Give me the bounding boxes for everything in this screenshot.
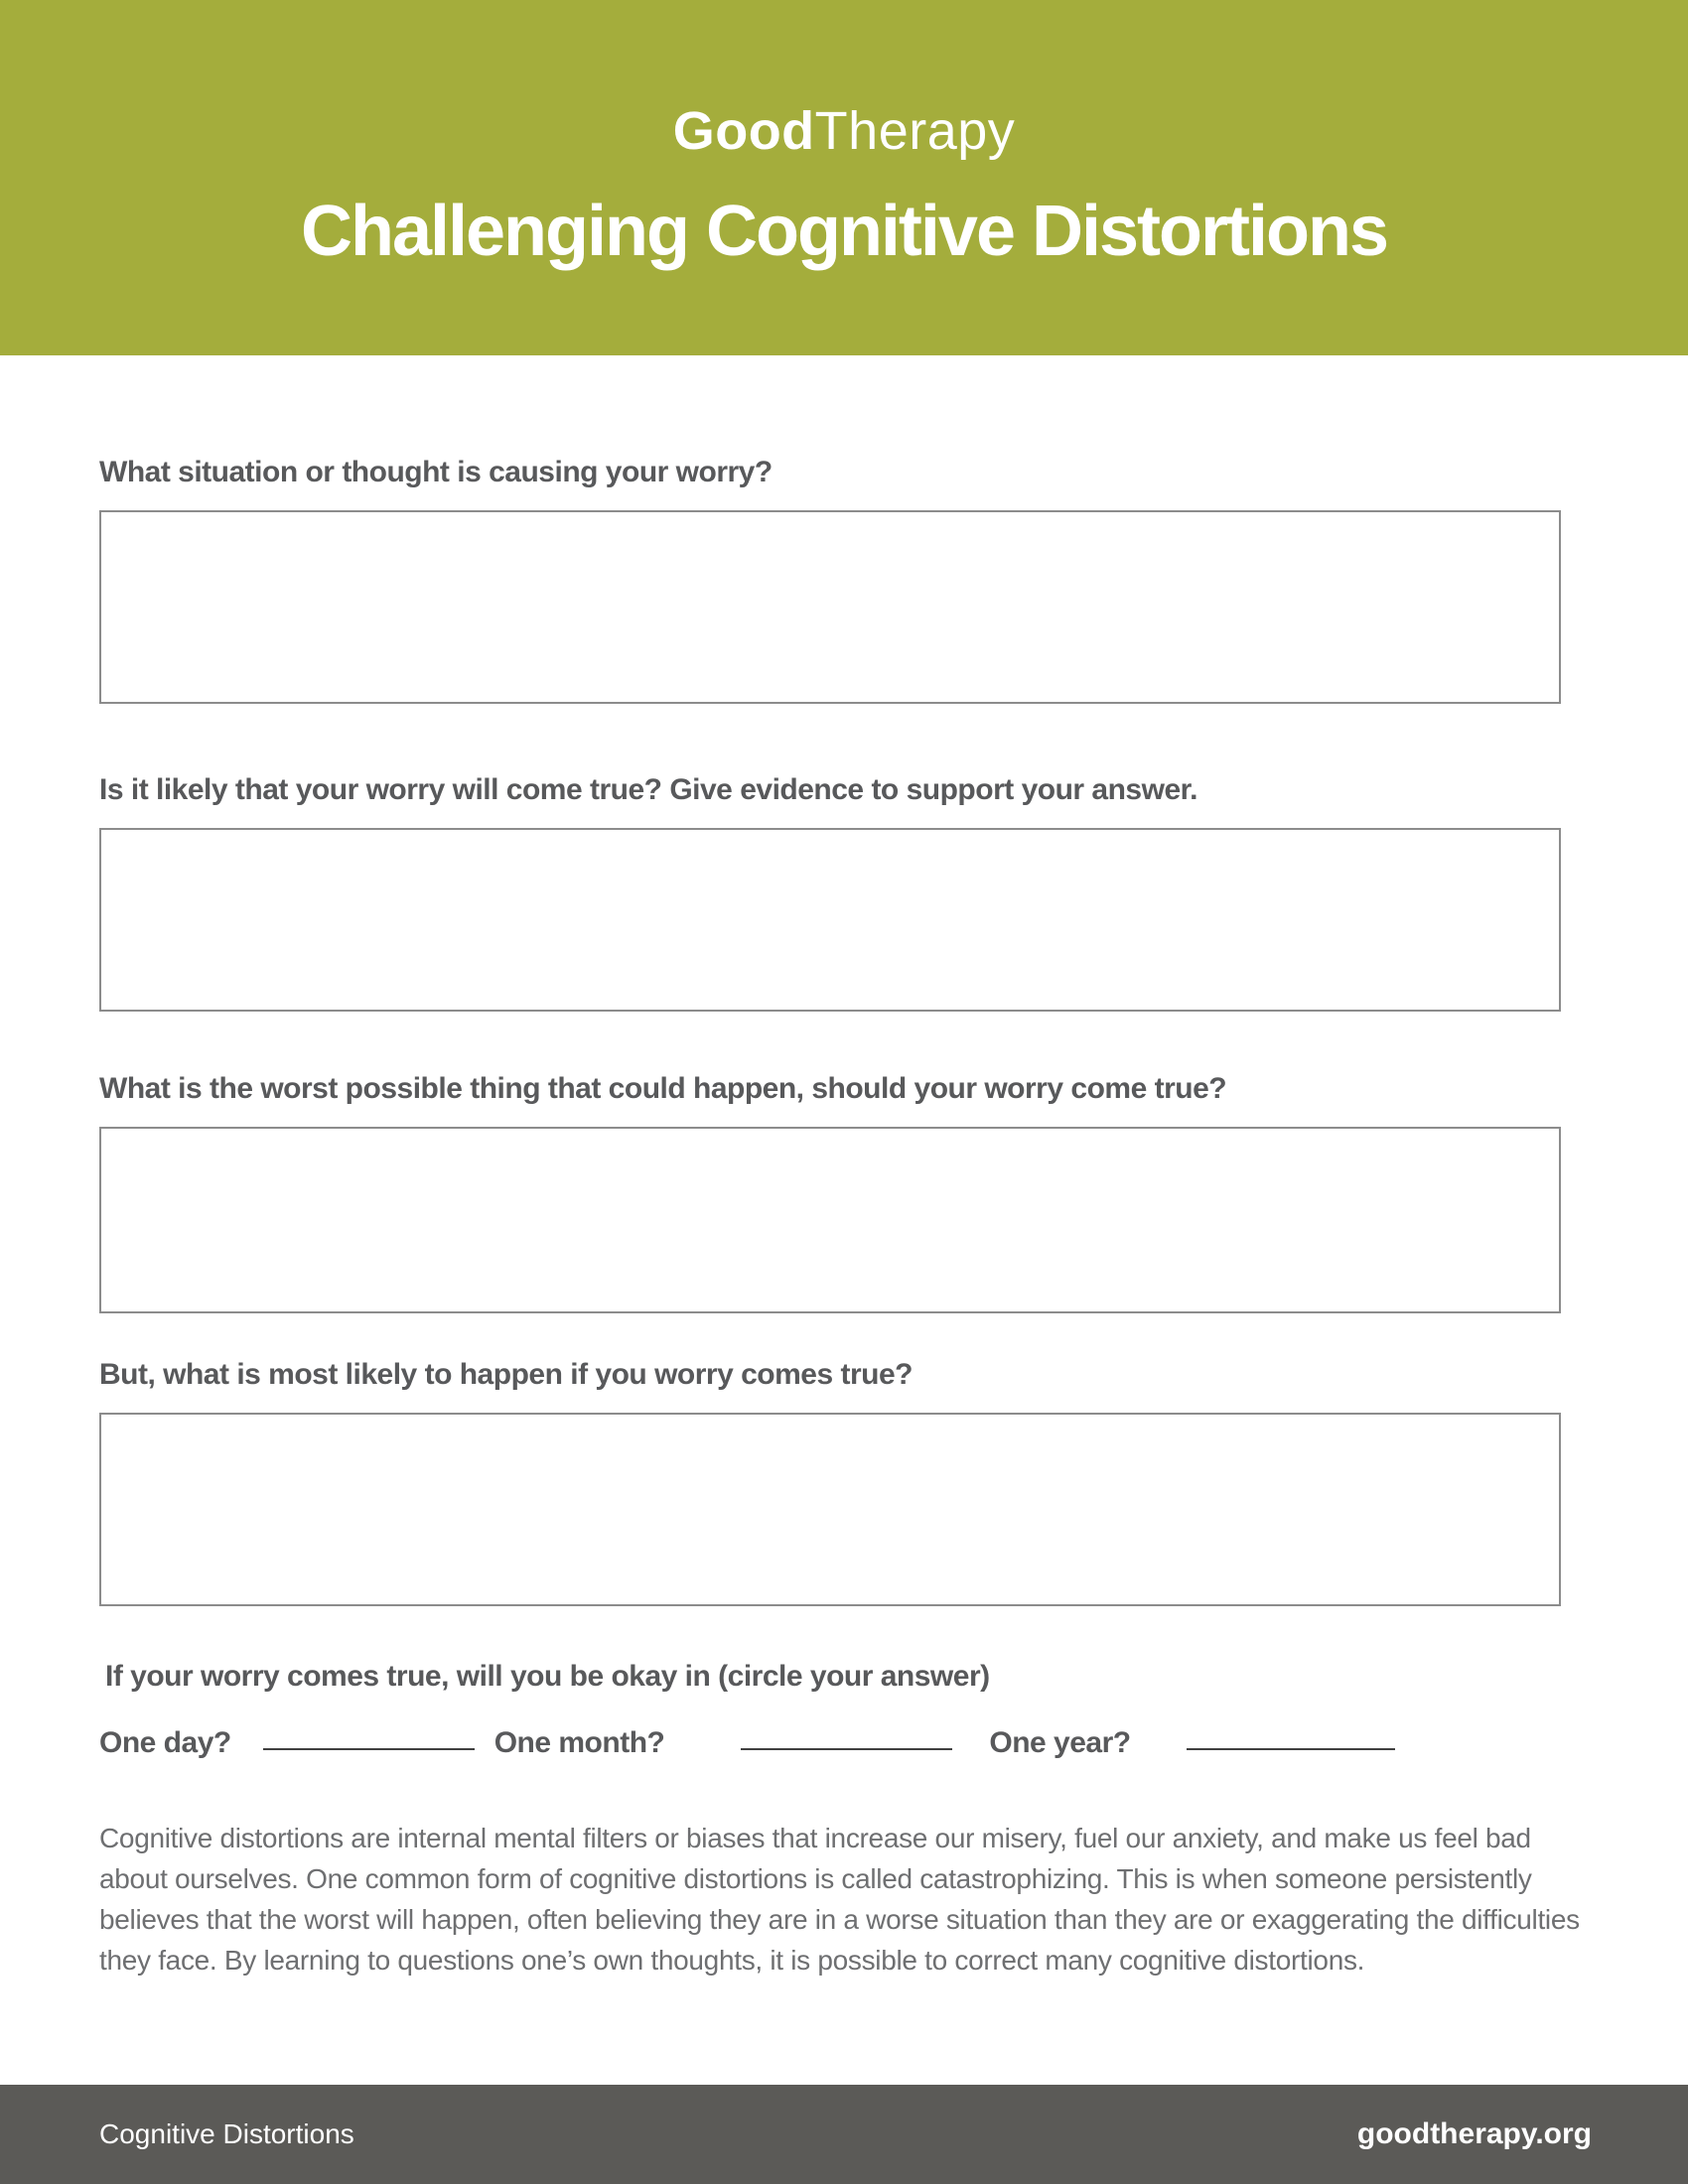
question-block-4 — [99, 1357, 1561, 1606]
footer-worksheet-name: Cognitive Distortions — [99, 2118, 354, 2149]
answer-box-likelihood[interactable] — [99, 828, 1561, 1012]
footer-bar — [0, 2085, 1688, 2184]
goodtherapy-logo — [0, 101, 1688, 161]
answer-line-one-year[interactable] — [1187, 1725, 1395, 1750]
question-label-worst-case: What is the worst possible thing that could happen, should your worry come true? — [99, 1072, 1227, 1105]
logo-light-part: Therapy — [814, 101, 1016, 161]
answer-box-situation[interactable] — [99, 510, 1561, 704]
question-label-situation: What situation or thought is causing your worry? — [99, 456, 773, 488]
question-block-2 — [99, 772, 1561, 1012]
header-banner — [0, 0, 1688, 355]
question-label-most-likely: But, what is most likely to happen if you worry comes true? — [99, 1358, 913, 1391]
worksheet-body — [0, 455, 1688, 1980]
answer-box-most-likely[interactable] — [99, 1413, 1561, 1606]
answer-box-worst-case[interactable] — [99, 1127, 1561, 1313]
option-one-year[interactable]: One year? — [989, 1726, 1131, 1759]
option-one-month[interactable]: One month? — [493, 1726, 665, 1759]
circle-options-row — [99, 1725, 1561, 1761]
answer-line-one-day[interactable] — [263, 1725, 475, 1750]
page-title: Challenging Cognitive Distortions — [300, 192, 1387, 271]
cognitive-distortions-description: Cognitive distortions are internal mental filters or biases that increase our misery, fuel our anxiety, and make us feel bad about ourselves. One common form of cognitive distortions is called catastrophizing. This is when someone persistently believes that the worst will happen, often believing they are in a worse situation than they are or exaggerating the difficulties they face. By learning to questions one’s own thoughts, it is possible to correct many cognitive distortions. — [99, 1823, 1580, 1976]
option-one-day[interactable]: One day? — [99, 1726, 231, 1759]
circle-answer-prompt: If your worry comes true, will you be okay in (circle your answer) — [105, 1660, 990, 1693]
question-block-1 — [99, 455, 1561, 704]
question-label-likelihood: Is it likely that your worry will come true? Give evidence to support your answer. — [99, 773, 1197, 806]
footer-site-link[interactable]: goodtherapy.org — [1356, 2117, 1592, 2150]
answer-line-one-month[interactable] — [741, 1725, 952, 1750]
question-block-3 — [99, 1071, 1561, 1313]
logo-bold-part: Good — [672, 101, 815, 161]
